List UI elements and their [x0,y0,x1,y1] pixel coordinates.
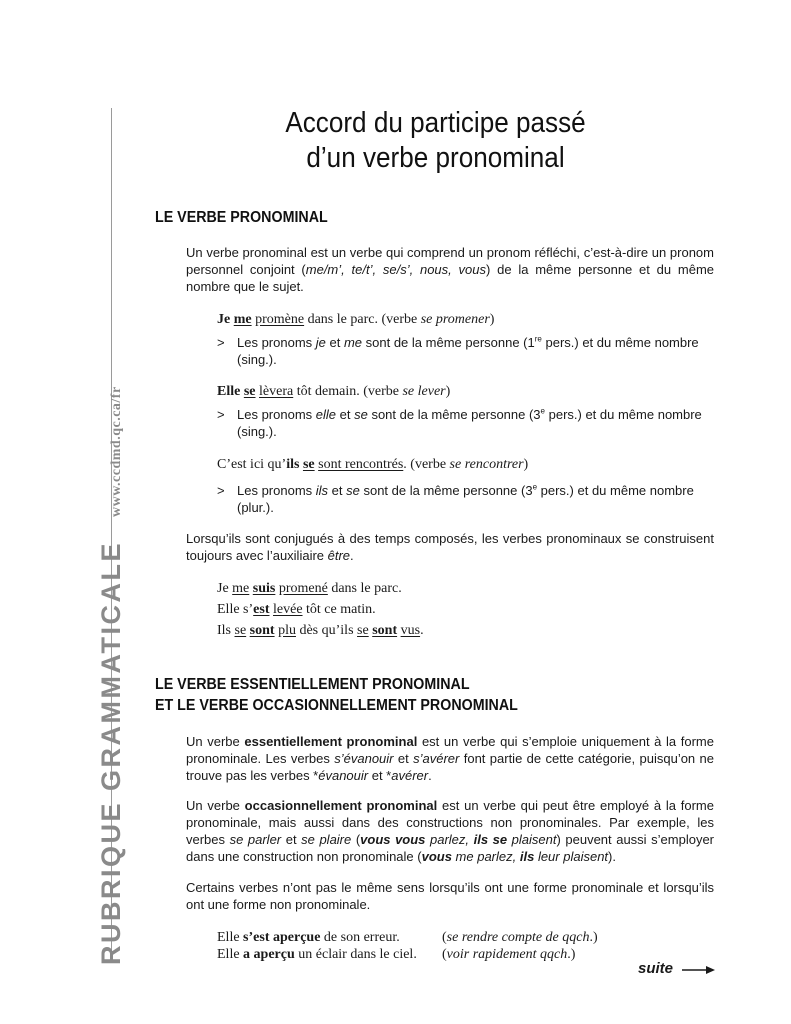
occasional-paragraph: Un verbe occasionnellement pronominal est un verbe qui peut être employé à la forme pronominale, mais aussi dans des constructions non pronominales. Par exemple, les verbes se parler et se plaire (vous vous parlez, ils se plaisent) peuvent aussi s’employer dans une construction non pronominale (vous me parlez, ils leur plaisent). [186,798,714,864]
example-note: > Les pronoms elle et se sont de la même personne (3e pers.) et du même nombre (sing.). [217,406,702,439]
essential-paragraph: Un verbe essentiellement pronominal est un verbe qui s’emploie uniquement à la forme pronominale. Les verbes s’évanouir et s’avérer font partie de cette catégorie, puisqu’on ne trouve pas les verbes *évanouir et *avérer. [186,734,714,783]
suite-link[interactable]: suite [638,960,674,977]
arrow-bullet-icon: > [217,407,225,422]
rubrique-label: RUBRIQUE GRAMMATICALE [96,541,126,965]
section-heading-essential: LE VERBE ESSENTIELLEMENT PRONOMINAL ET LE VERBE OCCASIONNELLEMENT PRONOMINAL [155,676,518,714]
example-note: > Les pronoms je et me sont de la même personne (1re pers.) et du même nombre (sing.). [217,334,699,367]
meaning-example-line: Elle s’est aperçue de son erreur. (se rendre compte de qqch.) [217,930,598,945]
meaning-gloss: (se rendre compte de qqch.) [442,930,598,945]
site-url[interactable]: www.ccdmd.qc.ca/fr [109,386,124,518]
compound-example-line: Je me suis promené dans le parc. [217,581,402,596]
arrow-right-icon[interactable] [682,964,716,976]
page-title-line1: Accord du participe passé [285,107,586,139]
meaning-example-line: Elle a aperçu un éclair dans le ciel. (voir rapidement qqch.) [217,947,576,962]
example-sentence: Je me promène dans le parc. (verbe se promener) [217,312,495,327]
compound-example-line: Ils se sont plu dès qu’ils se sont vus. [217,623,424,638]
example-sentence: Elle se lèvera tôt demain. (verbe se lever) [217,384,451,399]
compound-examples [217,578,424,641]
compound-paragraph: Lorsqu’ils sont conjugués à des temps composés, les verbes pronominaux se construisent toujours avec l’auxiliaire être. [186,531,714,563]
intro-paragraph: Un verbe pronominal est un verbe qui comprend un pronom réfléchi, c’est-à-dire un pronom personnel conjoint (me/m’, te/t’, se/s’, nous, vous) de la même personne et du même nombre que le sujet. [186,245,714,294]
meaning-paragraph: Certains verbes n’ont pas le même sens lorsqu’ils ont une forme pronominale et lorsqu’ils ont une forme non pronominale. [186,880,714,912]
meaning-gloss: (voir rapidement qqch.) [442,947,576,962]
page-title-line2: d’un verbe pronominal [306,142,565,174]
example-note: > Les pronoms ils et se sont de la même personne (3e pers.) et du même nombre (plur.). [217,482,694,515]
sidebar-label [96,386,127,965]
arrow-bullet-icon: > [217,335,225,350]
arrow-bullet-icon: > [217,483,225,498]
example-sentence: C’est ici qu’ils se sont rencontrés. (verbe se rencontrer) [217,457,529,472]
page-title [179,106,693,176]
compound-example-line: Elle s’est levée tôt ce matin. [217,602,376,617]
section-heading-pronominal: LE VERBE PRONOMINAL [155,209,328,226]
